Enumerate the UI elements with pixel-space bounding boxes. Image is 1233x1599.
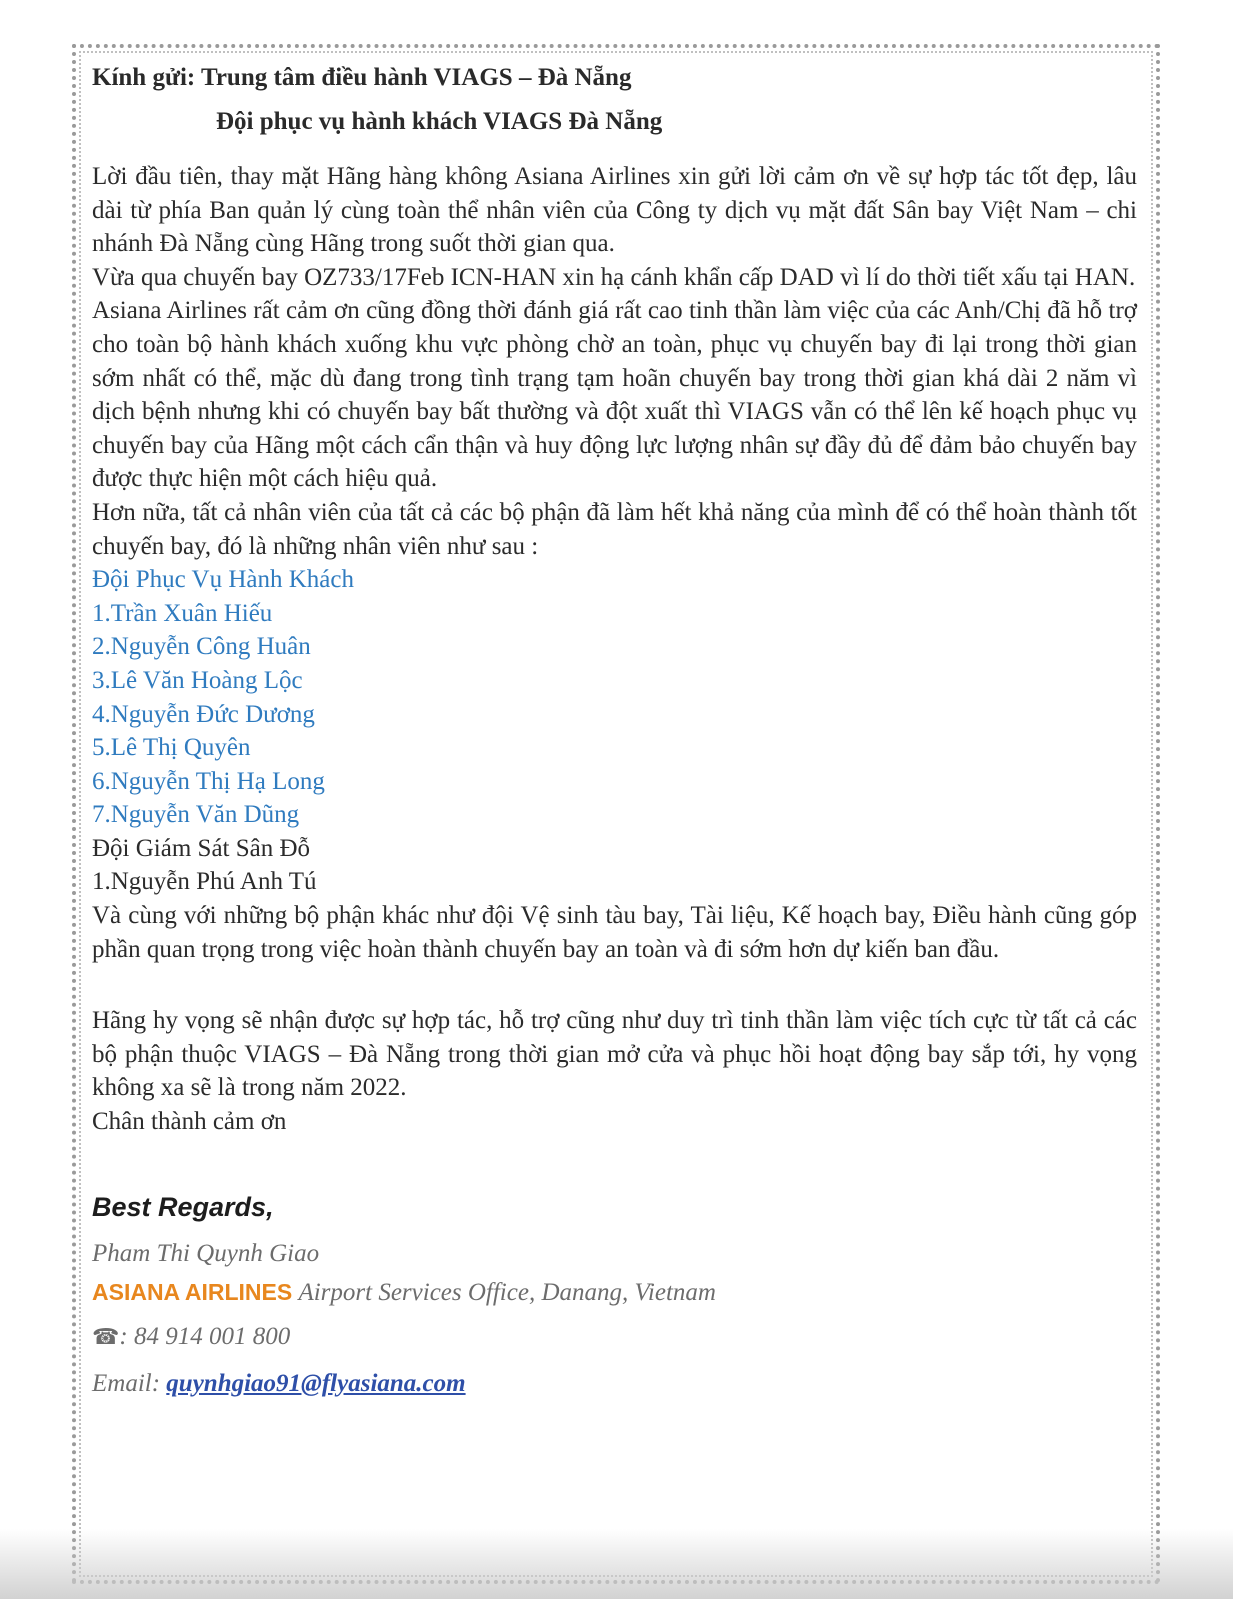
email-label: Email: — [92, 1369, 161, 1397]
phone-icon: ☎ — [92, 1324, 120, 1350]
team-member: 5.Lê Thị Quyên — [92, 734, 251, 762]
paragraph-hope: Hãng hy vọng sẽ nhận được sự hợp tác, hỗ trợ cũng như duy trì tinh thần làm việc tích cực từ tất cả các bộ phận thuộc VIAGS – Đà Nẵng trong thời gian mở cửa và phục hồi hoạt động bay sắp tới, hy vọng không xa sẽ là trong năm 2022. — [92, 1007, 1137, 1102]
team-passenger-service-title: Đội Phục Vụ Hành Khách — [92, 566, 354, 594]
closing-line: Chân thành cảm ơn — [92, 1108, 287, 1136]
paragraph-thanks: Lời đầu tiên, thay mặt Hãng hàng không Asiana Airlines xin gửi lời cảm ơn về sự hợp tác tốt đẹp, lâu dài từ phía Ban quản lý cùng toàn thể nhân viên của Công ty dịch vụ mặt đất Sân bay Việt Nam – chi nhánh Đà Nẵng cùng Hãng trong suốt thời gian qua. — [92, 163, 1137, 258]
paragraph-other-teams: Và cùng với những bộ phận khác như đội Vệ sinh tàu bay, Tài liệu, Kế hoạch bay, Điều hành cũng góp phần quan trọng trong việc hoàn thành chuyến bay an toàn và đi sớm hơn dự kiến ban đầu. — [92, 902, 1137, 963]
team-member: 1.Nguyễn Phú Anh Tú — [92, 868, 317, 896]
team-member: 6.Nguyễn Thị Hạ Long — [92, 767, 325, 795]
phone-number: : 84 914 001 800 — [119, 1322, 291, 1350]
best-regards: Best Regards, — [92, 1191, 274, 1222]
team-member: 1.Trần Xuân Hiếu — [92, 599, 273, 627]
team-member: 2.Nguyễn Công Huân — [92, 633, 311, 661]
office-text: Airport Services Office, Danang, Vietnam — [298, 1278, 716, 1306]
paragraph-appreciation: Asiana Airlines rất cảm ơn cũng đồng thời đánh giá rất cao tinh thần làm việc của các Anh/Chị đã hỗ trợ cho toàn bộ hành khách xuống khu vực phòng chờ an toàn, phục vụ chuyến bay đi lại trong thời gian sớm nhất có thể, mặc dù đang trong tình trạng tạm hoãn chuyến bay trong thời gian khá dài 2 năm vì dịch bệnh nhưng khi có chuyến bay bất thường và đột xuất thì VIAGS vẫn có thể lên kế hoạch phục vụ chuyến bay của Hãng một cách cẩn thận và huy động lực lượng nhân sự đầy đủ để đảm bảo chuyến bay được thực hiện một cách hiệu quả. — [92, 297, 1137, 493]
email-link[interactable]: quynhgiao91@flyasiana.com — [166, 1369, 466, 1397]
greeting-line-2: Đội phục vụ hành khách VIAGS Đà Nẵng — [216, 108, 663, 135]
greeting-line-1: Kính gửi: Trung tâm điều hành VIAGS – Đà Nẵng — [92, 64, 632, 91]
signer-phone — [92, 1320, 1160, 1355]
signer-email — [92, 1367, 1160, 1401]
signer-name: Pham Thi Quynh Giao — [92, 1239, 320, 1267]
brand-name: ASIANA AIRLINES — [92, 1278, 293, 1305]
team-member: 4.Nguyễn Đức Dương — [92, 700, 315, 728]
paragraph-staff-intro: Hơn nữa, tất cả nhân viên của tất cả các bộ phận đã làm hết khả năng của mình để có thể hoàn thành tốt chuyến bay, đó là những nhân viên như sau : — [92, 498, 1137, 560]
paragraph-flight: Vừa qua chuyến bay OZ733/17Feb ICN-HAN xin hạ cánh khẩn cấp DAD vì lí do thời tiết xấu tại HAN. — [92, 263, 1136, 291]
team-member: 7.Nguyễn Văn Dũng — [92, 801, 300, 829]
bottom-shadow — [0, 1529, 1233, 1599]
letter — [92, 56, 1160, 1401]
team-apron-supervision-title: Đội Giám Sát Sân Đỗ — [92, 834, 311, 862]
signature-block — [92, 1187, 1160, 1401]
signer-office — [92, 1275, 1160, 1310]
team-member: 3.Lê Văn Hoàng Lộc — [92, 666, 303, 694]
